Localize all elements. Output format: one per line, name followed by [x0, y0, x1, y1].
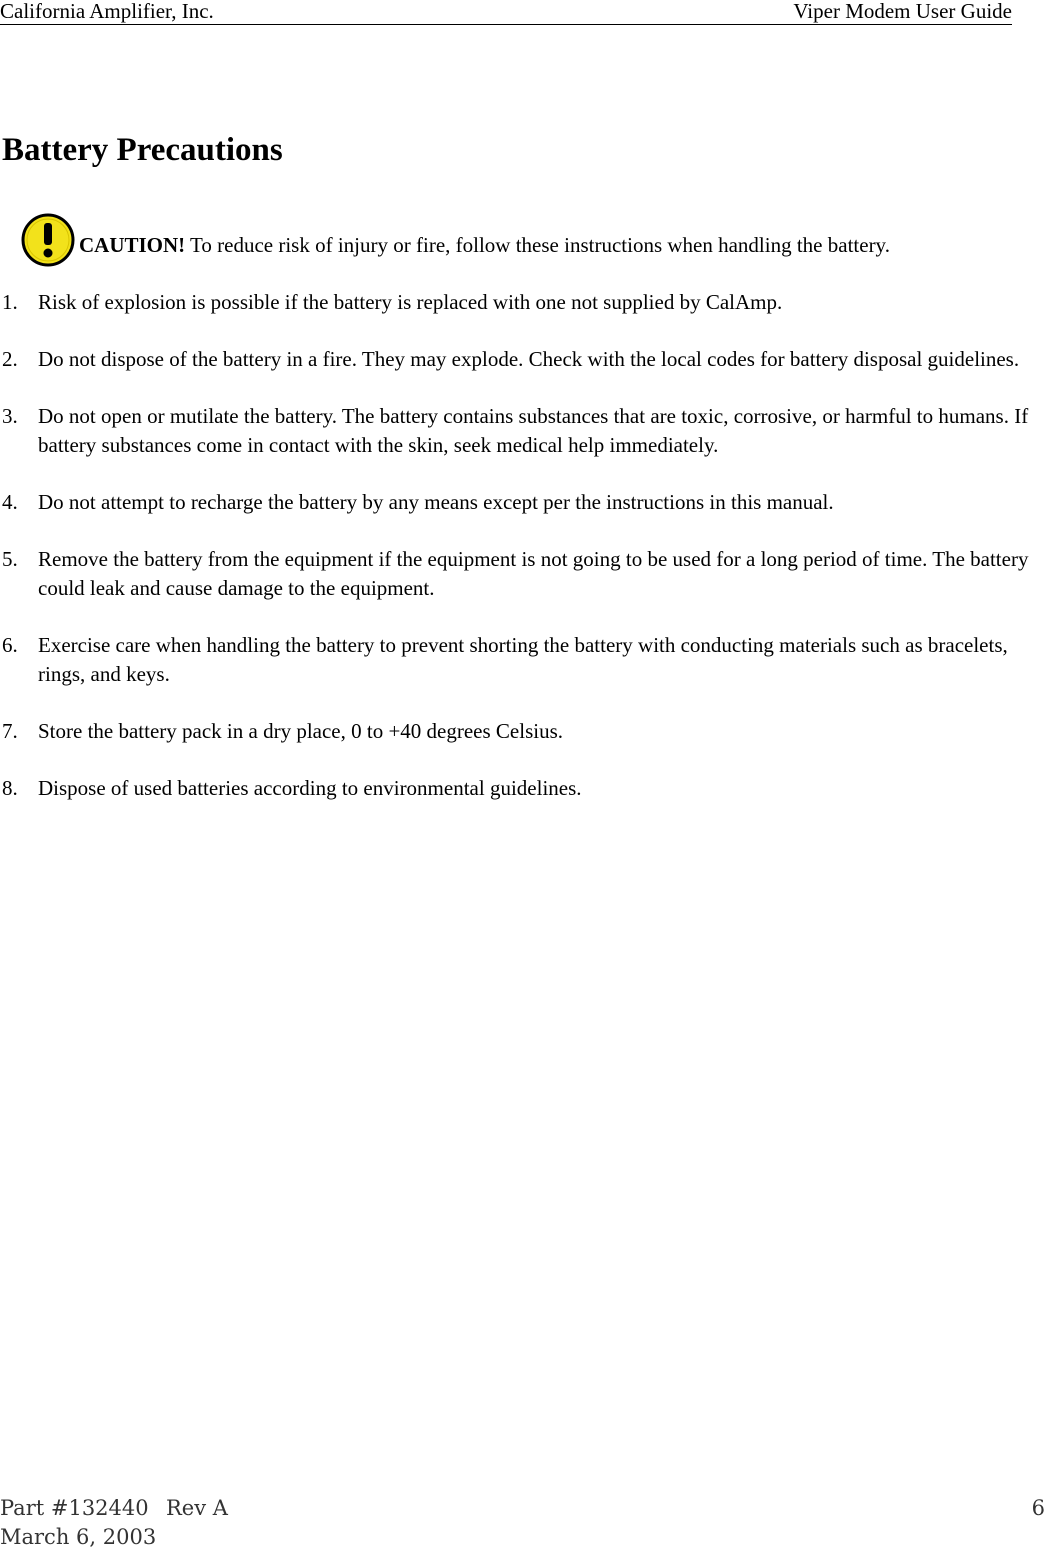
list-item-number: 7. — [2, 719, 18, 743]
list-item-number: 4. — [2, 490, 18, 514]
list-item-text: Do not attempt to recharge the battery by any means except per the instructions in this manual. — [38, 490, 834, 514]
list-item-text: Remove the battery from the equipment if the equipment is not going to be used for a long period of time. The battery could leak and cause damage to the equipment. — [38, 547, 1029, 600]
section-title: Battery Precautions — [2, 132, 283, 168]
list-item-number: 1. — [2, 290, 18, 314]
list-item — [0, 488, 1045, 517]
list-item — [0, 288, 1045, 317]
list-item-text: Dispose of used batteries according to environmental guidelines. — [38, 776, 582, 800]
list-item-text: Risk of explosion is possible if the battery is replaced with one not supplied by CalAmp. — [38, 290, 783, 314]
list-item-text: Do not open or mutilate the battery. The battery contains substances that are toxic, corrosive, or harmful to humans. If battery substances come in contact with the skin, seek medical help immediately. — [38, 404, 1029, 457]
caution-message: To reduce risk of injury or fire, follow these instructions when handling the battery. — [185, 233, 890, 257]
caution-notice — [20, 212, 1045, 270]
precautions-list — [0, 288, 1045, 831]
list-item-number: 3. — [2, 404, 18, 428]
header-guide-title: Viper Modem User Guide — [793, 0, 1012, 23]
caution-text — [79, 231, 890, 259]
list-item — [0, 631, 1045, 689]
list-item-text: Store the battery pack in a dry place, 0 to +40 degrees Celsius. — [38, 719, 564, 743]
list-item-number: 5. — [2, 547, 18, 571]
page-header — [0, 0, 1012, 25]
list-item — [0, 545, 1045, 603]
header-company: California Amplifier, Inc. — [0, 0, 214, 23]
exclamation-warning-icon — [20, 212, 78, 270]
list-item — [0, 774, 1045, 803]
footer-date: March 6, 2003 — [0, 1525, 157, 1549]
list-item — [0, 717, 1045, 746]
footer-part-number: Part #132440 — [0, 1496, 149, 1520]
list-item — [0, 402, 1045, 460]
list-item-number: 2. — [2, 347, 18, 371]
list-item-text: Exercise care when handling the battery to prevent shorting the battery with conducting materials such as bracelets, rings, and keys. — [38, 633, 1008, 686]
list-item — [0, 345, 1045, 374]
list-item-text: Do not dispose of the battery in a fire. They may explode. Check with the local codes for battery disposal guidelines. — [38, 347, 1020, 371]
footer-revision: Rev A — [166, 1496, 228, 1520]
caution-label: CAUTION! — [79, 233, 186, 257]
footer-page-number: 6 — [1031, 1496, 1045, 1520]
list-item-number: 8. — [2, 776, 18, 800]
list-item-number: 6. — [2, 633, 18, 657]
